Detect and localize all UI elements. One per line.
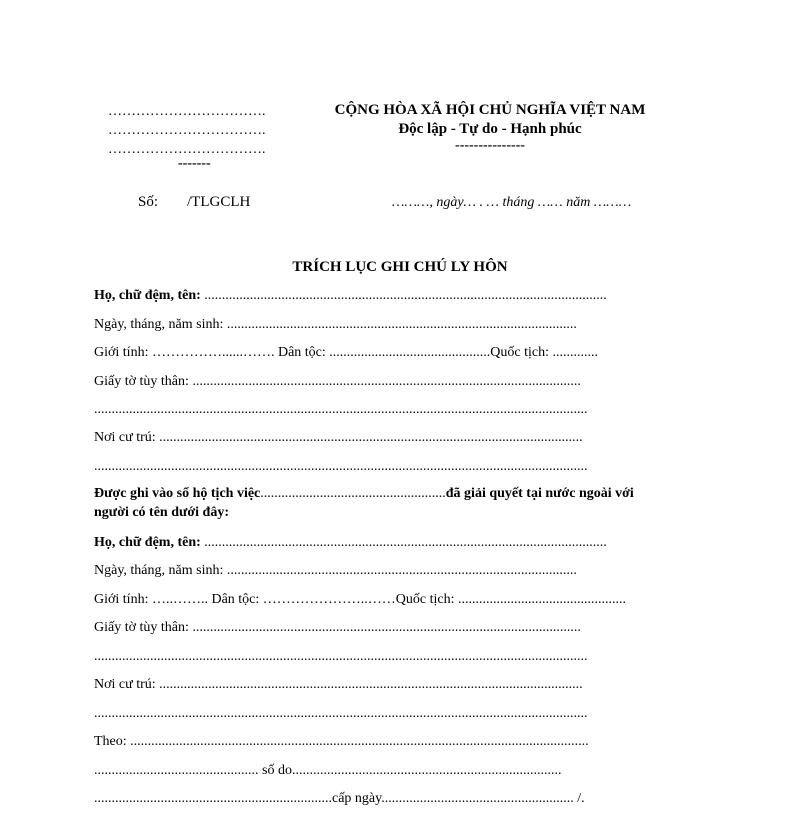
person1-id-document: Giấy tờ tùy thân: ............................................................................................................... [94,374,581,389]
person1-name-label: Họ, chữ đệm, tên: [94,288,201,303]
person2-residence: Nơi cư trú: ......................................................................................................................... [94,677,583,692]
agency-line-1: ……………………………. [108,104,266,119]
person2-name-label: Họ, chữ đệm, tên: [94,535,201,550]
basis-issue-date: ....................................................................cấp ngày....................................................... /. [94,791,585,806]
agency-divider: ------- [178,156,211,171]
person2-gender-ethnicity-nationality: Giới tính: …..…….. Dân tộc: …………………..……Quốc tịch: ................................................ [94,592,626,607]
motto: Độc lập - Tự do - Hạnh phúc [398,121,582,137]
number-code: /TLGCLH [187,194,251,210]
person1-dob: Ngày, tháng, năm sinh: .................................................................................................... [94,317,577,332]
person1-name-field: ................................................................................................................... [204,288,607,303]
person2-name-row [94,535,607,551]
number-label: Số: [138,194,159,210]
agency-line-3: ……………………………. [108,142,266,157]
basis-theo: Theo: ................................................................................................................................... [94,734,589,749]
person2-id-document-cont: ............................................................................................................................................. [94,649,588,664]
statement-dots: ..................................................... [260,486,446,501]
person2-id-document: Giấy tờ tùy thân: ............................................................................................................... [94,620,581,635]
person2-name-field: ................................................................................................................... [204,535,607,550]
person1-name-row [94,288,607,304]
basis-number-issuer: ............................................... số do............................................................................. [94,763,562,778]
nation-title: CỘNG HÒA XÃ HỘI CHỦ NGHĨA VIỆT NAM [334,102,646,118]
place-date: ………, ngày… . … tháng …… năm ……… [392,195,632,210]
person1-residence: Nơi cư trú: ......................................................................................................................... [94,430,583,445]
person2-residence-cont: ............................................................................................................................................. [94,706,588,721]
agency-line-2: ……………………………. [108,123,266,138]
person1-gender-ethnicity-nationality: Giới tính: ……………......……. Dân tộc: ..............................................Quốc tịch: ............. [94,345,598,360]
person1-residence-cont: ............................................................................................................................................. [94,459,588,474]
statement-part-1: Được ghi vào sổ hộ tịch việc [94,486,261,501]
statement-part-2: đã giải quyết tại nước ngoài với [445,486,634,501]
statement-line-1 [94,486,634,502]
document-title: TRÍCH LỤC GHI CHÚ LY HÔN [292,259,508,275]
statement-line-2: người có tên dưới đây: [94,505,229,520]
person1-id-document-cont: ............................................................................................................................................. [94,402,588,417]
person2-dob: Ngày, tháng, năm sinh: .................................................................................................... [94,563,577,578]
motto-divider: --------------- [455,138,525,153]
